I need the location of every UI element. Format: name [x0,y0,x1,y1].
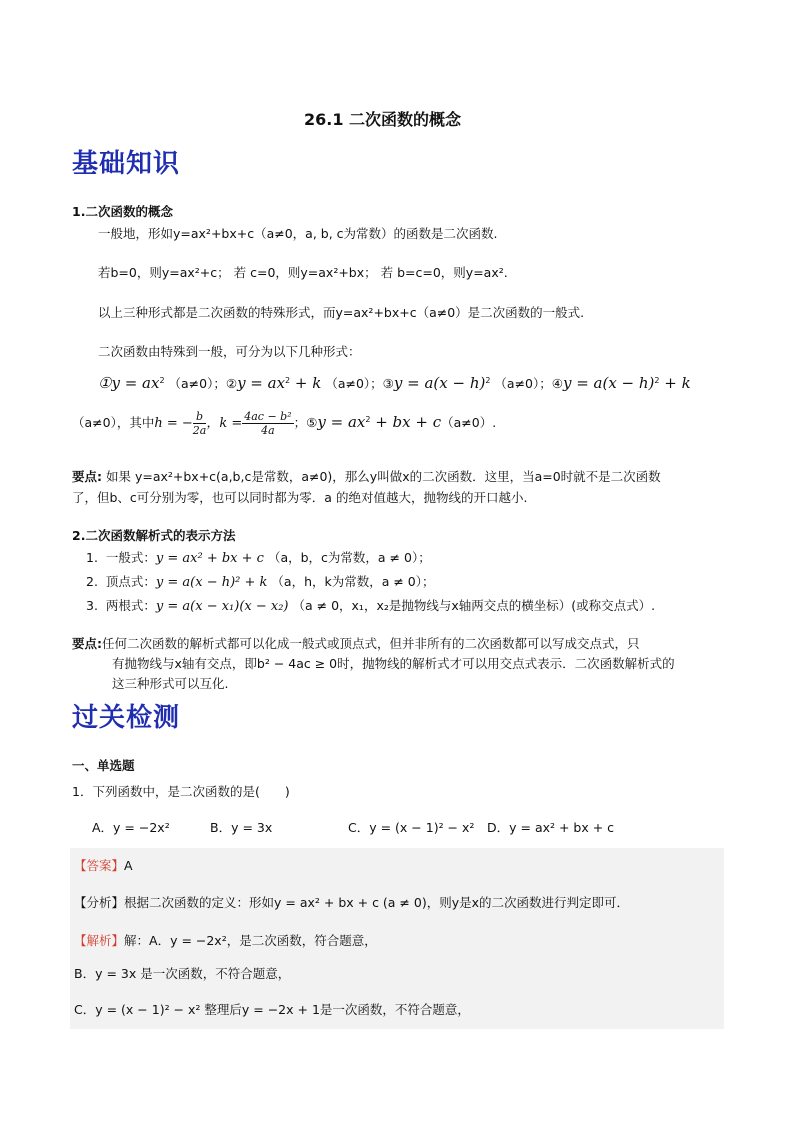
option-b: B．y = 3x [210,820,273,835]
analysis-line: 【分析】根据二次函数的定义：形如y = ax² + bx + c (a ≠ 0)，则y是x的二次函数进行判定即可． [74,895,630,910]
solution-label: 【解析】 [74,933,125,948]
form-3: y = a(x − h) [393,374,486,392]
paragraph-special-cases: 若b=0，则y=ax²+c； 若 c=0，则y=ax²+bx； 若 b=c=0，则y=ax². [98,265,508,280]
section-heading-checks: 过关检测 [72,703,181,733]
h-fraction: $\frac{b}{2a}$ [192,410,207,437]
subheading-concept: 1.二次函数的概念 [72,204,173,219]
option-c: C．y = (x − 1)² − x² [348,820,475,835]
question-type: 一、单选题 [72,758,135,773]
expression-two-root: 3. 两根式：y = a(x − x₁)(x − x₂) （a ≠ 0，x₁，x₂是抛物线与x轴两交点的横坐标）(或称交点式）. [86,598,656,614]
paragraph-forms-intro: 二次函数由特殊到一般，可分为以下几种形式： [98,344,361,359]
k-fraction: $\frac{\text{4ac − b²}}{4a}$ [244,410,292,437]
expression-vertex: 2. 顶点式：y = a(x − h)² + k （a，h，k为常数，a ≠ 0）； [86,574,435,590]
form-1: y = ax [111,374,160,392]
answer-label: 【答案】 [74,858,125,873]
key-point-1: 要点: 如果 y=ax²+bx+c(a,b,c是常数，a≠0)，那么y叫做x的二次函数．这里，当a=0时就不是二次函数 [72,469,661,484]
key-point-2-line3: 这三种形式可以互化. [112,676,229,691]
expression-general: 1. 一般式：y = ax² + bx + c （a，b，c为常数，a ≠ 0）； [86,550,431,566]
option-d: D．y = ax² + bx + c [487,820,615,835]
paragraph-general-form: 以上三种形式都是二次函数的特殊形式，而y=ax²+bx+c（a≠0）是二次函数的一般式. [98,305,585,320]
form-5: y = ax [317,413,366,431]
formula-line-2: （a≠0），其中h = − $\frac{b}{2a}$ ，k = $\frac{\text{4ac − b²}}{4a}$ ；⑤y = $ax^2$ + bx + c（a≠0）. [72,410,497,437]
solution-line-3: C．y = (x − 1)² − x² 整理后y = −2x + 1是一次函数，不符合题意， [74,1002,470,1017]
form-1-label: ① [98,374,112,392]
solution-line-2: B．y = 3x 是一次函数，不符合题意， [74,966,291,981]
formula-line-1: ①y = $ax^2$ （a≠0）；②y = $ax^2 + k$ （a≠0）；③y = $a(x - h)^2$ （a≠0）；④y = $a(x - h)^2 + k$ [98,374,691,392]
option-a: A．y = −2x² [92,820,170,835]
key-point-1-line2: 了，但b、c可分别为零，也可以同时都为零．a 的绝对值越大，抛物线的开口越小. [72,490,528,505]
question-stem: 1．下列函数中，是二次函数的是( ) [72,784,290,799]
form-2: y = ax [237,374,286,392]
paragraph-definition: 一般地，形如y=ax²+bx+c（a≠0，a, b, c为常数）的函数是二次函数. [98,226,498,241]
form-1-cond: （a≠0）；② [168,376,238,391]
answer-line [74,858,133,874]
form-4: y = a(x − h) [562,374,655,392]
key-point-2-line2: 有抛物线与x轴有交点，即b² − 4ac ≥ 0时，抛物线的解析式才可以用交点式表示．二次函数解析式的 [112,656,675,671]
solution-line-1: 【解析】解：A．y = −2x²，是二次函数，符合题意， [74,933,377,948]
section-heading-basics: 基础知识 [72,149,181,179]
subheading-expressions: 2.二次函数解析式的表示方法 [72,528,236,543]
answer-value: A [124,858,133,873]
key-point-2: 要点:任何二次函数的解析式都可以化成一般式或顶点式，但并非所有的二次函数都可以写成交点式，只 [72,636,640,651]
analysis-label: 【分析】 [74,895,125,910]
form-2-cond: （a≠0）；③ [325,376,394,391]
form-3-cond: （a≠0）；④ [494,376,563,391]
page-title: 26.1 二次函数的概念 [304,110,462,129]
